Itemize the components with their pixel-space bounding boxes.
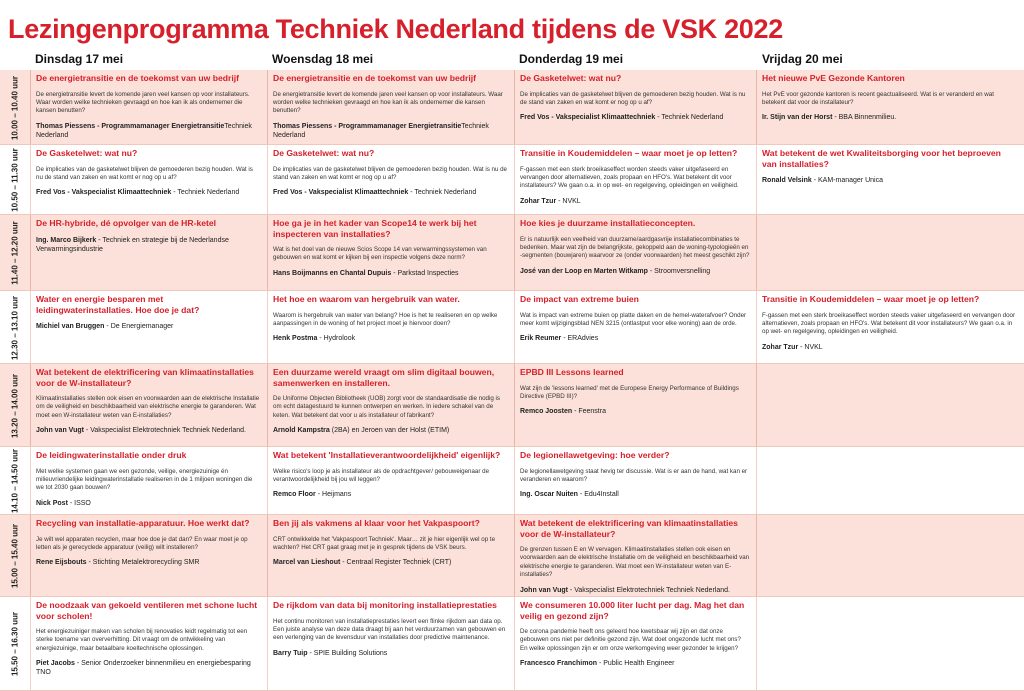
session-cell (30, 145, 267, 215)
session-speaker (273, 490, 508, 499)
session-cell (30, 215, 267, 291)
session-title: Wat betekent 'Installatieverantwoordelijkheid' eigenlijk? (273, 450, 501, 460)
session-speaker (520, 267, 750, 276)
speaker-name: Francesco Franchimon (520, 660, 598, 668)
session-title: Hoe ga je in het kader van Scope14 te werk bij het inspecteren van installaties? (273, 218, 477, 239)
time-slot-label: 14.10 – 14.50 uur (10, 448, 20, 514)
session-description: De implicaties van de gasketelwet blijven de gemoederen bezig houden. Wat is nu de stand van zaken en wat komt er nog op u af? (520, 90, 746, 106)
session-speaker (36, 322, 261, 331)
speaker-organisation: - ISSO (67, 499, 91, 507)
session-description: De implicaties van de gasketelwet blijven de gemoederen bezig houden. Wat is nu de stand van zaken en wat komt er nog op u af? (273, 165, 508, 181)
session-description: F-gassen met een sterk broeikaseffect worden steeds vaker uitgefaseerd en vervangen door alternatieven, zoals propaan en HFO's. Wat betekent dit voor installateurs? We gaan o.a. in op wet- en regelgeving, opleidingen en veiligheid. (762, 311, 1016, 336)
schedule-row (0, 364, 1024, 447)
session-speaker (273, 334, 508, 343)
schedule-row (0, 597, 1024, 691)
session-cell (267, 597, 514, 691)
speaker-organisation: (2BA) en Jeroen van der Holst (ETIM) (329, 427, 450, 435)
session-speaker (36, 122, 261, 140)
session-cell (30, 364, 267, 447)
session-description: Met welke systemen gaan we een gezonde, veilige, energiezuinige én milieuvriendelijke leidingwaterinstallatie realiseren in de 1 miljoen woningen die we tot 2030 gaan bouwen? (36, 467, 253, 492)
speaker-organisation: - Edu4Install (577, 491, 619, 499)
session-description: De implicaties van de gasketelwet blijven de gemoederen bezig houden. Wat is nu de stand van zaken en wat komt er nog op u af? (36, 165, 253, 181)
speaker-organisation: - Techniek Nederland (408, 189, 477, 197)
session-description: Welke risico's loop je als installateur als de opdrachtgever/ gebouweigenaar de verantwoordelijkheid bij jou wil leggen? (273, 467, 490, 483)
speaker-organisation: - Techniek Nederland (171, 189, 240, 197)
speaker-organisation: - Vakspecialist Elektrotechniek Techniek Nederland. (567, 586, 730, 594)
session-title: De energietransitie en de toekomst van uw bedrijf (273, 73, 476, 83)
session-speaker (36, 236, 261, 254)
session-title: De Gasketelwet: wat nu? (520, 73, 622, 83)
speaker-name: Zohar Tzur (520, 197, 557, 205)
speaker-organisation: - Public Health Engineer (597, 660, 675, 668)
speaker-name: Marcel van Lieshout (273, 559, 341, 567)
speaker-organisation: - Parkstad Inspecties (391, 269, 459, 277)
day-header-tuesday: Dinsdag 17 mei (35, 52, 124, 66)
session-title: Recycling van installatie-apparatuur. Hoe werkt dat? (36, 518, 250, 528)
session-cell (756, 291, 1024, 364)
speaker-name: Ronald Velsink (762, 177, 812, 184)
session-cell (756, 145, 1024, 215)
time-slot (0, 447, 30, 515)
time-slot-label: 13.20 – 14.00 uur (10, 373, 20, 438)
session-title: De impact van extreme buien (520, 294, 639, 304)
session-title: Wat betekent de elektrificering van klimaatinstallaties voor de W-installateur? (520, 518, 738, 539)
speaker-organisation: - SPIE Building Solutions (307, 649, 388, 657)
session-cell (267, 447, 514, 515)
session-cell (30, 291, 267, 364)
day-header-wednesday: Woensdag 18 mei (272, 52, 374, 66)
time-slot (0, 364, 30, 447)
session-cell (514, 447, 756, 515)
session-speaker (520, 197, 750, 206)
time-slot-label: 15.50 – 16.30 uur (10, 611, 20, 677)
session-title: Transitie in Koudemiddelen – waar moet je op letten? (762, 294, 980, 304)
session-title: De HR-hybride, dé opvolger van de HR-ketel (36, 218, 217, 228)
session-cell (30, 447, 267, 515)
speaker-name: Ir. Stijn van der Horst (762, 114, 833, 122)
session-description: Waarom is hergebruik van water van belang? Hoe is het te realiseren en op welke aanpassingen in de woning of het project moet je hiervoor doen? (273, 311, 498, 327)
session-cell (756, 364, 1024, 447)
schedule-row (0, 145, 1024, 215)
speaker-organisation: - KAM-manager Unica (811, 177, 883, 184)
speaker-name: José van der Loop en Marten Witkamp (520, 267, 648, 275)
time-slot (0, 291, 30, 364)
session-title: De leidingwaterinstallatie onder druk (36, 450, 187, 460)
session-speaker (520, 334, 750, 343)
speaker-organisation: - Centraal Register Techniek (CRT) (340, 559, 452, 567)
speaker-name: Fred Vos - Vakspecialist Klimaattechniek (520, 114, 656, 122)
session-cell (30, 515, 267, 597)
session-cell (514, 145, 756, 215)
session-title: Het hoe en waarom van hergebruik van water. (273, 294, 460, 304)
speaker-organisation: - NVKL (798, 343, 823, 351)
session-cell (756, 70, 1024, 145)
session-cell (267, 145, 514, 215)
session-description: De legionellawetgeving staat hevig ter discussie. Wat is er aan de hand, wat kan er veranderen en waarom? (520, 467, 748, 483)
session-cell (514, 515, 756, 597)
speaker-organisation: - Techniek Nederland (655, 114, 724, 122)
speaker-name: Ing. Marco Bijkerk (36, 236, 97, 244)
speaker-name: Piet Jacobs (36, 660, 75, 668)
session-speaker (762, 113, 1018, 122)
schedule-row (0, 215, 1024, 291)
session-speaker (273, 649, 508, 658)
session-cell (756, 447, 1024, 515)
time-slot-label: 11.40 – 12.20 uur (10, 221, 20, 285)
session-description: Wat is impact van extreme buien op platte daken en de hemel-waterafvoer? Onder meer komt wijzigingsblad NEN 3215 (ontlastput voor elke woning) aan de orde. (520, 311, 747, 327)
time-slot (0, 515, 30, 597)
session-speaker (36, 558, 261, 567)
session-cell (267, 515, 514, 597)
speaker-organisation: - Hydrolook (317, 335, 356, 343)
session-speaker (36, 426, 261, 435)
speaker-organisation: - ERAdvies (561, 335, 599, 343)
speaker-name: Remco Joosten (520, 408, 573, 416)
session-speaker (273, 426, 508, 435)
session-title: Transitie in Koudemiddelen – waar moet je op letten? (520, 148, 738, 158)
speaker-name: Ing. Oscar Nuiten (520, 491, 578, 499)
speaker-organisation: Techniek Nederland (273, 122, 489, 139)
time-slot-label: 10.00 – 10.40 uur (10, 75, 20, 140)
session-description: Er is natuurlijk een veelheid van duurzame/aardgasvrije installatiecombinaties te bedenken. Maar wat zijn de belangrijkste, gekoppeld aan de woning-typologieën en -segmenten (bouwjaren) waarvoor ze (onder voorwaarden) het meest geschikt zijn? (520, 235, 750, 260)
speaker-name: Henk Postma (273, 335, 318, 343)
session-description: Het energiezuiniger maken van scholen bij renovaties leidt regelmatig tot een sterke toename van oververhitting. Dit vraagt om de ontwikkeling van energiezuinige, maar betaalbare koeltechnische oplossingen. (36, 628, 248, 652)
session-speaker (520, 586, 750, 595)
session-speaker (36, 659, 261, 677)
session-title: We consumeren 10.000 liter lucht per dag. Mag het dan veilig en gezond zijn? (520, 600, 745, 621)
speaker-name: Hans Boijmanns en Chantal Dupuis (273, 269, 392, 277)
session-title: Het nieuwe PvE Gezonde Kantoren (762, 73, 905, 83)
speaker-name: Thomas Piessens - Programmamanager Energietransitie (36, 122, 225, 130)
speaker-name: Rene Eijsbouts (36, 559, 87, 567)
time-slot-label: 12.30 – 13.10 uur (10, 295, 20, 360)
day-header-friday: Vrijdag 20 mei (762, 52, 843, 66)
session-description: F-gassen met een sterk broeikaseffect worden steeds vaker uitgefaseerd en vervangen door alternatieven, zoals propaan en HFO's. Wat betekent dit voor installateurs? We gaan o.a. in op wet- en regelgeving, opleidingen en veiligheid. (520, 165, 739, 190)
session-description: Wat zijn de 'lessons learned' met de Europese Energy Performance of Buildings Directive (EPBD III)? (520, 384, 739, 400)
session-description: Wat is het doel van de nieuwe Scios Scope 14 van verwarmingssystemen van gebouwen en wat komt er kijken bij een inspectie volgens deze norm? (273, 246, 487, 262)
session-title: De legionellawetgeving: hoe verder? (520, 450, 670, 460)
speaker-name: John van Vugt (520, 586, 568, 594)
session-description: Het PvE voor gezonde kantoren is recent geactualiseerd. Wat is er veranderd en wat betekent dat voor de installateur? (762, 90, 994, 106)
session-title: Hoe kies je duurzame installatieconcepten. (520, 218, 696, 228)
session-cell (514, 70, 756, 145)
session-description: Je wilt wel apparaten recyclen, maar hoe doe je dat dan? En waar moet je op letten als je gerecyclede apparatuur (veilig) wilt installeren? (36, 535, 248, 551)
session-cell (267, 70, 514, 145)
session-description: De grenzen tussen E en W vervagen. Klimaatinstallaties stellen ook eisen en voorwaarden aan de elektrische Installatie om de veiligheid en beschikbaarheid van elektrische energie te garanderen. Wat moet een W-installateur weten van E-installaties? (520, 546, 750, 579)
speaker-name: Nick Post (36, 499, 68, 507)
speaker-organisation: - NVKL (556, 197, 581, 205)
schedule-row (0, 515, 1024, 597)
speaker-organisation: - De Energiemanager (104, 323, 174, 330)
time-slot (0, 597, 30, 691)
speaker-organisation: - Heijmans (315, 491, 352, 499)
speaker-name: John van Vugt (36, 427, 84, 435)
session-title: De noodzaak van gekoeld ventileren met schone lucht voor scholen! (36, 600, 258, 621)
session-cell (514, 215, 756, 291)
session-speaker (520, 407, 750, 416)
session-cell (514, 364, 756, 447)
session-title: Een duurzame wereld vraagt om slim digitaal bouwen, samenwerken en installeren. (273, 367, 495, 388)
schedule-grid (0, 70, 1024, 691)
session-description: CRT ontwikkelde het 'Vakpaspoort Techniek'. Maar… zit je hier eigenlijk wel op te wachten? Het CRT gaat graag met je in gesprek tijdens de VSK beurs. (273, 535, 496, 551)
speaker-organisation: - Stroomversnelling (647, 267, 711, 275)
session-cell (756, 215, 1024, 291)
session-speaker (273, 558, 508, 567)
session-cell (514, 597, 756, 691)
session-title: Wat betekent de elektrificering van klimaatinstallaties voor de W-installateur? (36, 367, 254, 388)
page-title: Lezingenprogramma Techniek Nederland tijdens de VSK 2022 (8, 14, 783, 44)
session-title: Water en energie besparen met leidingwaterinstallaties. Hoe doe je dat? (36, 294, 200, 315)
speaker-name: Erik Reumer (520, 335, 562, 343)
session-speaker (762, 176, 1018, 185)
session-cell (514, 291, 756, 364)
speaker-name: Barry Tuip (273, 649, 308, 657)
session-speaker (36, 499, 261, 508)
session-speaker (520, 490, 750, 499)
session-speaker (273, 122, 508, 140)
session-cell (756, 515, 1024, 597)
day-header-thursday: Donderdag 19 mei (519, 52, 624, 66)
session-description: De energietransitie levert de komende jaren veel kansen op voor installateurs. Waar worden welke technieken gevraagd en hoe kan ik als ondernemer die kansen benutten? (273, 90, 503, 115)
time-slot-label: 15.00 – 15.40 uur (10, 523, 20, 589)
schedule-row (0, 447, 1024, 515)
schedule-row (0, 70, 1024, 145)
session-description: Klimaatinstallaties stellen ook eisen en voorwaarden aan de elektrische Installatie om de veiligheid en beschikbaarheid van elektrische energie te garanderen. Wat moet een W-installateur weten van E-installaties? (36, 395, 260, 419)
session-title: De rijkdom van data bij monitoring installatieprestaties (273, 600, 497, 610)
speaker-organisation: - BBA Binnenmilieu. (832, 114, 897, 122)
speaker-name: Zohar Tzur (762, 343, 799, 351)
session-speaker (273, 269, 508, 278)
session-title: Ben jij als vakmens al klaar voor het Vakpaspoort? (273, 518, 480, 528)
session-title: De energietransitie en de toekomst van uw bedrijf (36, 73, 239, 83)
time-slot-label: 10.50 – 11.30 uur (10, 148, 20, 212)
speaker-organisation: - Techniek en strategie bij de Nederlandse Verwarmingsindustrie (36, 236, 229, 253)
session-speaker (762, 343, 1018, 352)
speaker-organisation: - Vakspecialist Elektrotechniek Techniek Nederland. (83, 427, 246, 435)
speaker-organisation: Techniek Nederland (36, 122, 252, 139)
speaker-name: Arnold Kampstra (273, 427, 330, 435)
speaker-name: Fred Vos - Vakspecialist Klimaattechniek (273, 189, 409, 197)
session-speaker (520, 113, 750, 122)
session-title: Wat betekent de wet Kwaliteitsborging voor het beproeven van installaties? (762, 148, 1001, 169)
session-title: De Gasketelwet: wat nu? (273, 148, 375, 158)
session-title: EPBD III Lessons learned (520, 367, 624, 377)
session-speaker (520, 659, 750, 668)
day-header-row (0, 52, 1024, 68)
session-description: De Uniforme Objecten Bibliotheek (UOB) zorgt voor de standaardisatie die nodig is om echt datagestuurd te kunnen ontwerpen en werken. In iedere schakel van de keten. Wat betekent dat voor u als installateur of fabrikant? (273, 395, 500, 419)
speaker-organisation: - Feenstra (572, 408, 606, 416)
session-title: De Gasketelwet: wat nu? (36, 148, 138, 158)
session-cell (267, 364, 514, 447)
session-description: Het continu monitoren van installatieprestaties levert een flinke rijkdom aan data op. Een juiste analyse van deze data draagt bij aan het verduurzamen van gebouwen en een verlenging van de levensduur van installaties door predictive maintenance. (273, 617, 506, 642)
time-slot (0, 70, 30, 145)
session-speaker (36, 188, 261, 197)
session-description: De corona pandemie heeft ons geleerd hoe kwetsbaar wij zijn en dat onze gebouwen ons niet per definitie gezond zijn. Wat doet ongezonde lucht met ons? En welke oplossingen zijn er om onze werkomgeving weer gezonder te krijgen? (520, 628, 741, 652)
speaker-name: Michiel van Bruggen (36, 323, 105, 330)
session-speaker (273, 188, 508, 197)
time-slot (0, 215, 30, 291)
session-cell (30, 70, 267, 145)
speaker-name: Thomas Piessens - Programmamanager Energietransitie (273, 122, 462, 130)
speaker-name: Fred Vos - Vakspecialist Klimaattechniek (36, 189, 172, 197)
session-description: De energietransitie levert de komende jaren veel kansen op voor installateurs. Waar worden welke technieken gevraagd en hoe kan ik als ondernemer die kansen benutten? (36, 90, 250, 115)
session-cell (30, 597, 267, 691)
time-slot (0, 145, 30, 215)
speaker-organisation: - Stichting Metalektrorecycling SMR (86, 559, 200, 567)
session-cell (756, 597, 1024, 691)
speaker-organisation: - Senior Onderzoeker binnenmilieu en energiebesparing TNO (36, 660, 251, 677)
session-cell (267, 215, 514, 291)
schedule-row (0, 291, 1024, 364)
session-cell (267, 291, 514, 364)
speaker-name: Remco Floor (273, 491, 316, 499)
